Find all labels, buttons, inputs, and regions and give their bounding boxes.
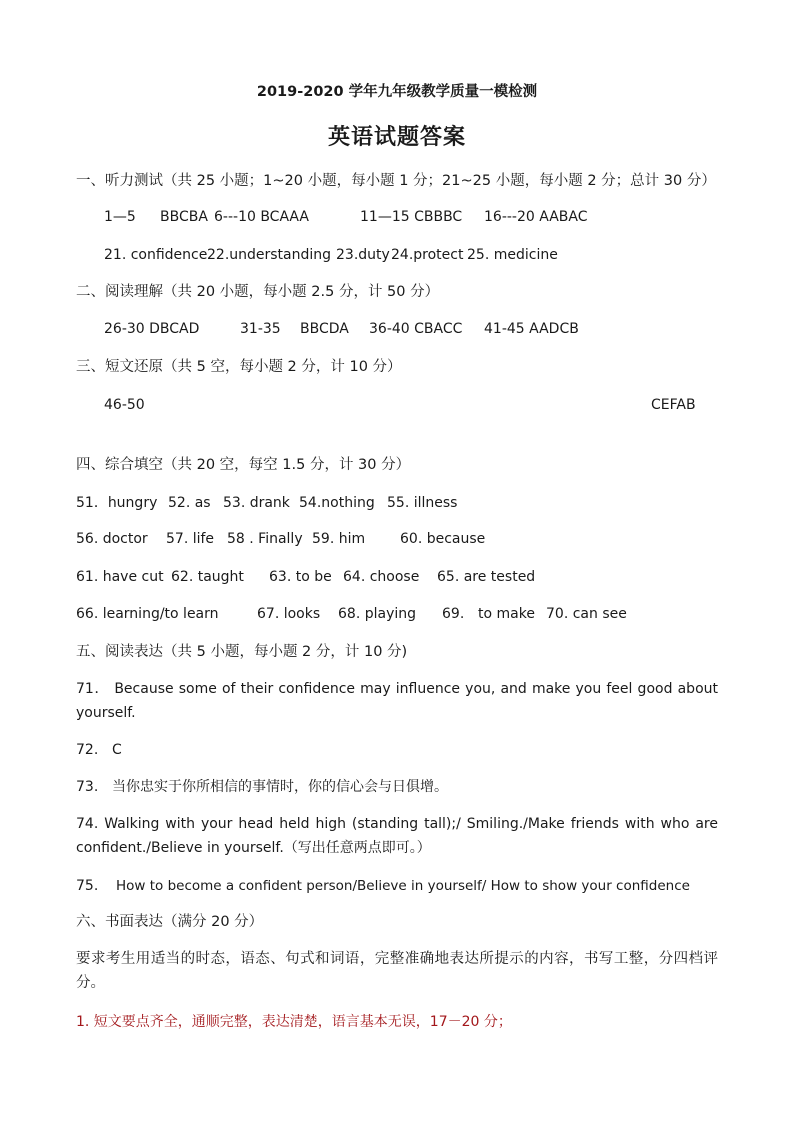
answer-69: to make (478, 606, 535, 622)
answer-70: 70. can see (546, 606, 627, 622)
answer-75: How to become a confident person/Believe in yourself/ How to show your confidence (116, 878, 690, 894)
answer-53: 53. drank (223, 495, 290, 511)
answer-59: 59. him (312, 531, 366, 547)
section-heading-reading: 二、阅读理解（共 20 小题，每小题 2.5 分，计 50 分） (76, 284, 440, 300)
answer-41-45: 41-45 AADCB (484, 321, 579, 337)
answer-58: 58 . Finally (227, 531, 303, 547)
writing-instructions: 要求考生用适当的时态，语态、句式和词语，完整准确地表达所提示的内容，书写工整，分四档评分。 (76, 951, 718, 991)
answer-23: 23.duty (336, 247, 390, 263)
answer-54: 54.nothing (299, 495, 375, 511)
answer-75-label: 75. (76, 878, 99, 894)
answer-60: 60. because (400, 531, 486, 547)
exam-subtitle: 2019-2020 学年九年级教学质量一模检测 (256, 84, 538, 100)
answer-46-50: CEFAB (651, 397, 696, 413)
answer-31-35: BBCDA (300, 321, 349, 337)
answer-46-50-label: 46-50 (104, 397, 145, 413)
answer-72-label: 72. (76, 742, 99, 758)
answer-55: 55. illness (387, 495, 458, 511)
section-heading-reading-expression: 五、阅读表达（共 5 小题，每小题 2 分，计 10 分) (76, 644, 408, 660)
answer-16-20: 16---20 AABAC (484, 209, 588, 225)
answer-68: 68. playing (338, 606, 417, 622)
answer-74: 74. Walking with your head held high (standing tall);/ Smiling./Make friends with who are confident./Believe in yourself.（写出任意两点即可。） (76, 816, 718, 856)
answer-64: 64. choose (343, 569, 420, 585)
answer-1-5: BBCBA (160, 209, 208, 225)
answer-66: 66. learning/to learn (76, 606, 219, 622)
answer-21: 21. confidence (104, 247, 208, 263)
answer-36-40: 36-40 CBACC (369, 321, 463, 337)
answer-6-10: 6---10 BCAAA (214, 209, 309, 225)
answer-22: 22.understanding (207, 247, 332, 263)
answer-24: 24.protect (391, 247, 464, 263)
answer-11-15: 11—15 CBBBC (360, 209, 463, 225)
section-heading-writing: 六、书面表达（满分 20 分） (76, 914, 264, 930)
answer-51: 51．hungry (76, 495, 158, 511)
answer-65: 65. are tested (437, 569, 536, 585)
section-heading-cloze: 四、综合填空（共 20 空，每空 1.5 分，计 30 分） (76, 457, 411, 473)
answer-62: 62. taught (171, 569, 244, 585)
section-heading-listening: 一、听力测试（共 25 小题；1~20 小题，每小题 1 分；21~25 小题，每小题 2 分；总计 30 分） (76, 173, 716, 189)
answer-63: 63. to be (269, 569, 332, 585)
writing-level-1: 1. 短文要点齐全，通顺完整，表达清楚，语言基本无误，17－20 分； (76, 1014, 512, 1030)
answer-31-35-label: 31-35 (240, 321, 281, 337)
answer-25: 25. medicine (467, 247, 558, 263)
answer-73-label: 73. (76, 779, 99, 795)
answer-72: C (112, 742, 122, 758)
page-title: 英语试题答案 (327, 125, 466, 150)
section-heading-passage-restore: 三、短文还原（共 5 空，每小题 2 分，计 10 分） (76, 359, 402, 375)
answer-26-30: 26-30 DBCAD (104, 321, 200, 337)
answer-71: 71． Because some of their confidence may influence you, and make you feel good about yourself. (76, 681, 718, 721)
answer-67: 67. looks (257, 606, 321, 622)
answer-1-5-label: 1—5 (104, 209, 136, 225)
answer-69-label: 69. (442, 606, 465, 622)
answer-56: 56. doctor (76, 531, 148, 547)
answer-61: 61. have cut (76, 569, 164, 585)
answer-57: 57. life (166, 531, 215, 547)
answer-52: 52. as (168, 495, 211, 511)
answer-73: 当你忠实于你所相信的事情时，你的信心会与日俱增。 (112, 779, 448, 795)
